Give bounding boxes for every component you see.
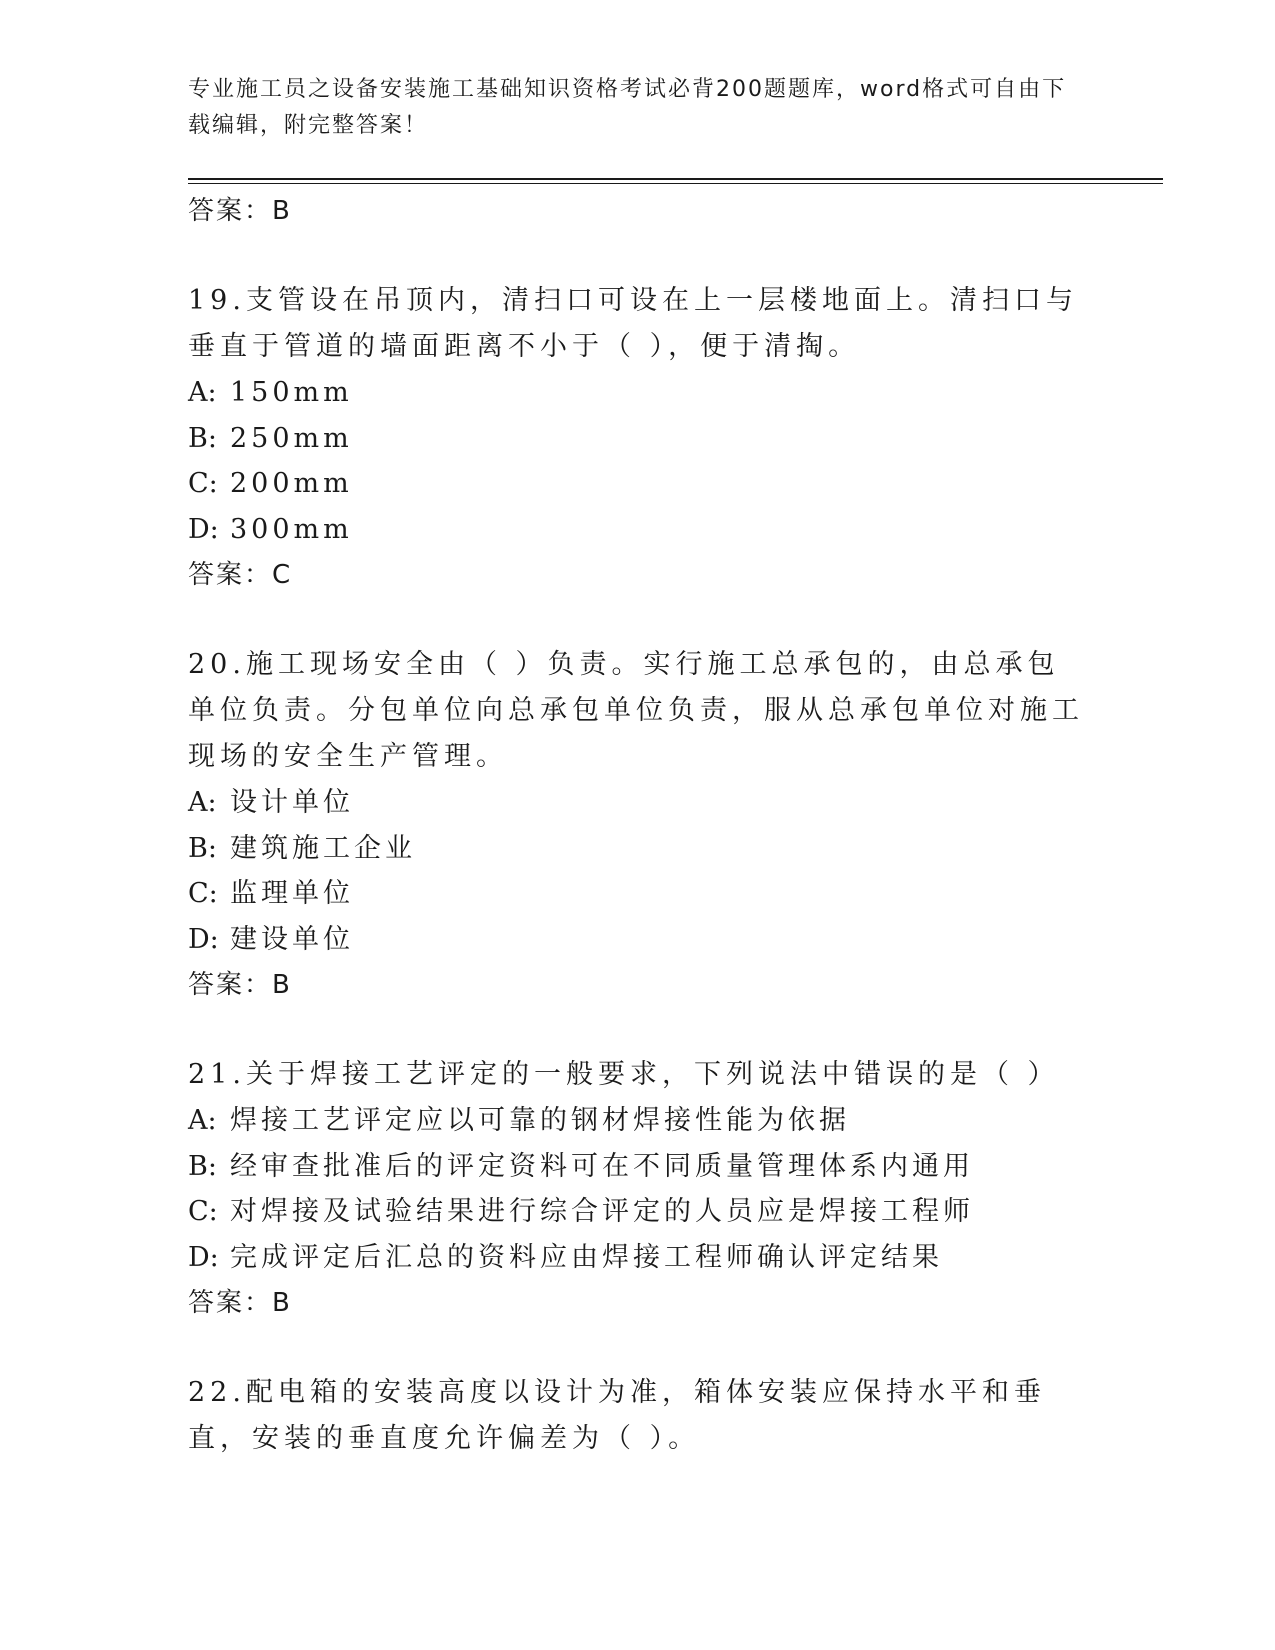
option-text: 经审查批准后的评定资料可在不同质量管理体系内通用	[230, 1150, 974, 1182]
option-key: C:	[188, 468, 218, 499]
question-20	[188, 642, 1088, 1008]
option-text: 监理单位	[230, 878, 354, 909]
option-key: D:	[188, 513, 219, 545]
option-d	[188, 507, 1088, 553]
question-21	[188, 1052, 1088, 1326]
header-divider	[188, 178, 1163, 180]
option-a	[188, 780, 1088, 826]
option-text: 对焊接及试验结果进行综合评定的人员应是焊接工程师	[230, 1196, 974, 1227]
option-text: 焊接工艺评定应以可靠的钢材焊接性能为依据	[230, 1105, 850, 1136]
spacer	[188, 1326, 1088, 1370]
option-key: B:	[188, 832, 217, 864]
header-title: 专业施工员之设备安装施工基础知识资格考试必背200题题库，word格式可自由下载编辑，附完整答案！	[188, 77, 1067, 138]
option-key: D:	[188, 1241, 219, 1273]
option-c	[188, 461, 1088, 507]
option-key: B:	[188, 422, 217, 454]
option-d	[188, 917, 1088, 963]
option-key: D:	[188, 923, 219, 955]
question-list	[188, 188, 1088, 1462]
option-b	[188, 826, 1088, 872]
answer-label: 答案：B	[188, 1288, 292, 1318]
option-d	[188, 1235, 1088, 1281]
option-key: A:	[188, 377, 217, 408]
question-19	[188, 278, 1088, 598]
option-text: 250mm	[230, 422, 353, 454]
option-c	[188, 1189, 1088, 1235]
answer-label: 答案：C	[188, 560, 293, 590]
option-key: A:	[188, 787, 217, 818]
option-text: 300mm	[230, 513, 353, 545]
question-stem: 21.关于焊接工艺评定的一般要求，下列说法中错误的是（ ）	[188, 1059, 1060, 1090]
option-b	[188, 416, 1088, 462]
question-stem: 20.施工现场安全由（ ）负责。实行施工总承包的，由总承包单位负责。分包单位向总承包单位负责，服从总承包单位对施工现场的安全生产管理。	[188, 649, 1084, 772]
spacer	[188, 598, 1088, 642]
previous-answer: 答案：B	[188, 196, 292, 226]
option-key: C:	[188, 1196, 218, 1227]
option-text: 建筑施工企业	[230, 832, 416, 864]
answer-label: 答案：B	[188, 970, 292, 1000]
option-a	[188, 370, 1088, 416]
spacer	[188, 1008, 1088, 1052]
option-c	[188, 871, 1088, 917]
option-key: B:	[188, 1150, 217, 1182]
option-text: 建设单位	[230, 923, 354, 955]
option-text: 设计单位	[230, 787, 354, 818]
option-text: 完成评定后汇总的资料应由焊接工程师确认评定结果	[230, 1241, 943, 1273]
question-22	[188, 1370, 1088, 1462]
option-key: A:	[188, 1105, 217, 1136]
option-key: C:	[188, 878, 218, 909]
header-divider-thin	[188, 183, 1163, 184]
question-stem: 22.配电箱的安装高度以设计为准，箱体安装应保持水平和垂直，安装的垂直度允许偏差为（ ）。	[188, 1377, 1046, 1454]
option-text: 200mm	[230, 468, 353, 499]
spacer	[188, 234, 1088, 278]
option-a	[188, 1098, 1088, 1144]
question-stem: 19.支管设在吊顶内，清扫口可设在上一层楼地面上。清扫口与垂直于管道的墙面距离不小于（ ），便于清掏。	[188, 285, 1078, 362]
option-b	[188, 1144, 1088, 1190]
option-text: 150mm	[230, 377, 353, 408]
document-header	[188, 72, 1088, 144]
